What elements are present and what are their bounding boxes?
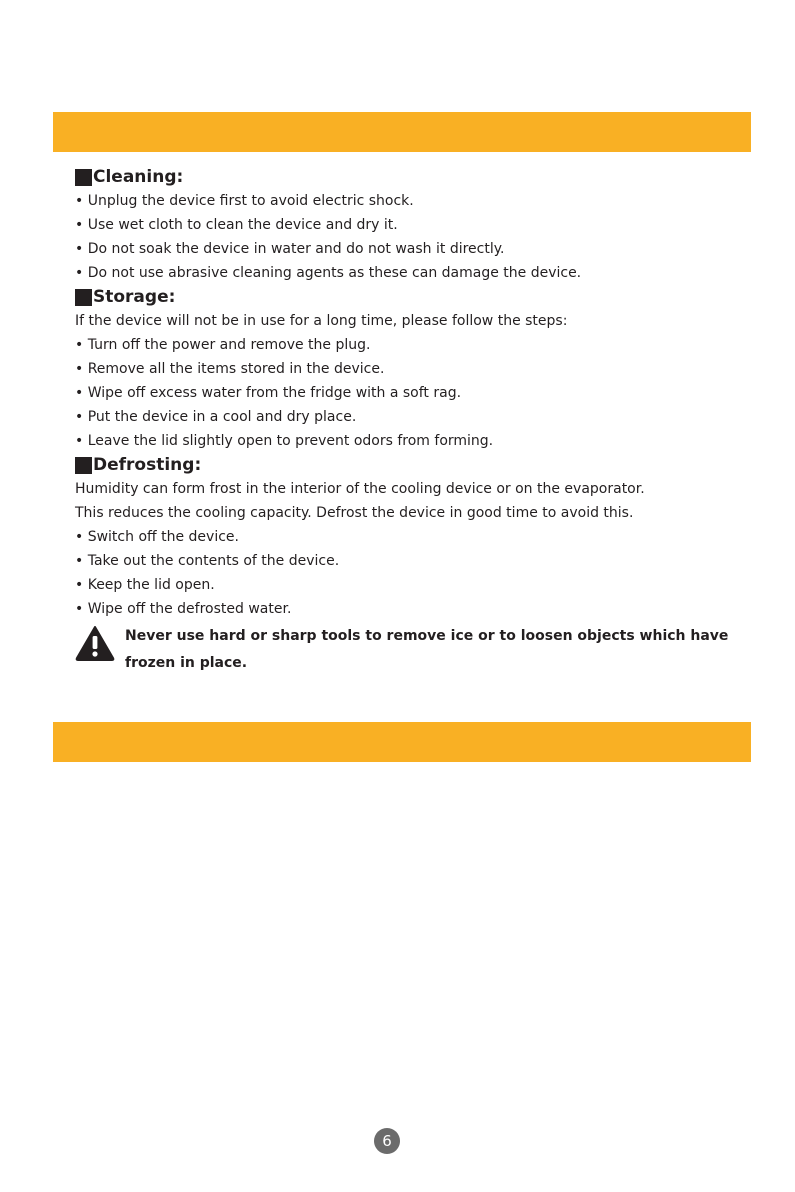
page-number: 6 <box>374 1128 400 1154</box>
defrosting-heading <box>75 453 755 477</box>
warning-note <box>75 623 755 677</box>
storage-heading-text: Storage: <box>93 287 176 307</box>
storage-item: • Leave the lid slightly open to prevent odors from forming. <box>75 433 494 449</box>
cleaning-item: • Use wet cloth to clean the device and dry it. <box>75 217 398 233</box>
storage-item: • Remove all the items stored in the device. <box>75 361 385 377</box>
cleaning-section <box>75 165 755 285</box>
defrosting-item: • Take out the contents of the device. <box>75 553 340 569</box>
maintenance-content <box>75 165 755 677</box>
heading-square-icon <box>75 169 92 186</box>
defrosting-item: • Keep the lid open. <box>75 577 215 593</box>
storage-item: • Put the device in a cool and dry place. <box>75 409 357 425</box>
warning-text: Never use hard or sharp tools to remove ice or to loosen objects which have frozen in place. <box>125 628 729 671</box>
footer-band <box>53 722 751 762</box>
storage-intro: If the device will not be in use for a long time, please follow the steps: <box>75 313 568 329</box>
defrosting-section <box>75 453 755 677</box>
defrosting-intro-line: This reduces the cooling capacity. Defrost the device in good time to avoid this. <box>75 505 634 521</box>
heading-square-icon <box>75 289 92 306</box>
warning-triangle-icon <box>75 625 115 661</box>
cleaning-item: • Do not soak the device in water and do not wash it directly. <box>75 241 505 257</box>
storage-heading <box>75 285 755 309</box>
storage-item: • Wipe off excess water from the fridge with a soft rag. <box>75 385 462 401</box>
cleaning-heading-text: Cleaning: <box>93 167 184 187</box>
defrosting-item: • Wipe off the defrosted water. <box>75 601 292 617</box>
defrosting-heading-text: Defrosting: <box>93 455 202 475</box>
header-band <box>53 112 751 152</box>
defrosting-intro-line: Humidity can form frost in the interior of the cooling device or on the evaporator. <box>75 481 645 497</box>
storage-section <box>75 285 755 453</box>
cleaning-heading <box>75 165 755 189</box>
cleaning-item: • Do not use abrasive cleaning agents as these can damage the device. <box>75 265 582 281</box>
defrosting-item: • Switch off the device. <box>75 529 239 545</box>
heading-square-icon <box>75 457 92 474</box>
storage-item: • Turn off the power and remove the plug. <box>75 337 371 353</box>
cleaning-item: • Unplug the device first to avoid electric shock. <box>75 193 414 209</box>
